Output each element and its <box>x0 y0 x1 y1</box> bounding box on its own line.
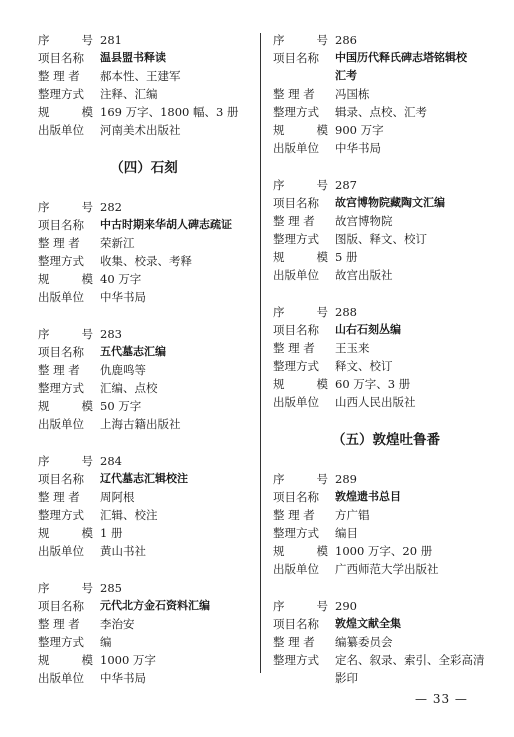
label-method: 整理方式 <box>273 653 319 667</box>
entry-method: 收集、校录、考释 <box>100 254 192 268</box>
entry-title: 故宫博物院藏陶文汇编 <box>335 196 445 209</box>
entry-method: 注释、汇编 <box>100 87 158 101</box>
label-method: 整理方式 <box>38 254 84 268</box>
entry-editor: 故宫博物院 <box>335 214 393 228</box>
entry-scale: 60 万字、3 册 <box>335 377 411 391</box>
entry-editor: 编纂委员会 <box>335 635 393 649</box>
right-column <box>273 31 499 706</box>
label-name: 项目名称 <box>273 323 319 337</box>
entry-title: 山右石刻丛编 <box>335 323 401 336</box>
entry-287 <box>273 176 499 284</box>
label-publisher: 出版单位 <box>273 141 319 155</box>
entry-number: 288 <box>335 305 357 319</box>
label-scale: 规 模 <box>273 123 328 137</box>
label-method: 整理方式 <box>273 526 319 540</box>
entry-283 <box>38 325 250 433</box>
label-scale: 规 模 <box>273 250 328 264</box>
entry-method: 定名、叙录、索引、全彩高清 <box>335 653 485 667</box>
entry-editor: 李治安 <box>100 617 135 631</box>
entry-method: 汇辑、校注 <box>100 508 158 522</box>
label-editor: 整 理 者 <box>38 236 80 250</box>
section-heading-stone-inscriptions: （四）石刻 <box>110 160 178 176</box>
entry-number: 287 <box>335 178 357 192</box>
entry-title: 五代墓志汇编 <box>100 345 166 358</box>
entry-scale: 900 万字 <box>335 123 384 137</box>
label-publisher: 出版单位 <box>38 544 84 558</box>
entry-scale: 40 万字 <box>100 272 142 286</box>
label-number: 序 号 <box>273 305 328 319</box>
entry-scale: 169 万字、1800 幅、3 册 <box>100 105 239 119</box>
label-method: 整理方式 <box>38 635 84 649</box>
entry-284 <box>38 452 250 560</box>
label-scale: 规 模 <box>273 377 328 391</box>
label-publisher: 出版单位 <box>273 395 319 409</box>
label-number: 序 号 <box>273 472 328 486</box>
label-name: 项目名称 <box>273 617 319 631</box>
label-method: 整理方式 <box>273 232 319 246</box>
entry-285 <box>38 579 250 687</box>
label-name: 项目名称 <box>38 599 84 613</box>
entry-281 <box>38 31 250 139</box>
label-editor: 整 理 者 <box>273 635 315 649</box>
label-publisher: 出版单位 <box>273 562 319 576</box>
entry-method: 释文、校订 <box>335 359 393 373</box>
entry-number: 283 <box>100 327 122 341</box>
label-number: 序 号 <box>38 33 93 47</box>
label-editor: 整 理 者 <box>38 363 80 377</box>
label-scale: 规 模 <box>38 272 93 286</box>
entry-title: 辽代墓志汇辑校注 <box>100 472 188 485</box>
entry-title: 元代北方金石资料汇编 <box>100 599 210 612</box>
label-name: 项目名称 <box>273 196 319 210</box>
entry-number: 285 <box>100 581 122 595</box>
label-name: 项目名称 <box>38 472 84 486</box>
label-editor: 整 理 者 <box>38 490 80 504</box>
label-scale: 规 模 <box>38 653 93 667</box>
entry-editor: 荣新江 <box>100 236 135 250</box>
entry-publisher: 黄山书社 <box>100 544 146 558</box>
label-publisher: 出版单位 <box>38 123 84 137</box>
entry-publisher: 中华书局 <box>335 141 381 155</box>
entry-publisher: 山西人民出版社 <box>335 395 416 409</box>
entry-method: 辑录、点校、汇考 <box>335 105 427 119</box>
entry-title: 中古时期来华胡人碑志疏证 <box>100 218 232 231</box>
entry-publisher: 河南美术出版社 <box>100 123 181 137</box>
label-method: 整理方式 <box>38 87 84 101</box>
entry-editor: 王玉来 <box>335 341 370 355</box>
label-editor: 整 理 者 <box>273 508 315 522</box>
label-publisher: 出版单位 <box>38 671 84 685</box>
label-method: 整理方式 <box>273 105 319 119</box>
entry-title: 温县盟书释读 <box>100 51 166 64</box>
label-editor: 整 理 者 <box>273 341 315 355</box>
label-publisher: 出版单位 <box>38 290 84 304</box>
label-name: 项目名称 <box>273 51 319 65</box>
entry-title: 敦煌文献全集 <box>335 617 401 630</box>
entry-method-continued: 影印 <box>335 671 358 685</box>
column-divider <box>260 33 261 673</box>
label-publisher: 出版单位 <box>273 268 319 282</box>
entry-publisher: 广西师范大学出版社 <box>335 562 439 576</box>
entry-editor: 方广锠 <box>335 508 370 522</box>
entry-scale: 5 册 <box>335 250 358 264</box>
entry-publisher: 中华书局 <box>100 671 146 685</box>
label-editor: 整 理 者 <box>273 214 315 228</box>
label-scale: 规 模 <box>38 399 93 413</box>
entry-method: 编 <box>100 635 112 649</box>
label-name: 项目名称 <box>273 490 319 504</box>
label-scale: 规 模 <box>38 526 93 540</box>
label-number: 序 号 <box>38 454 93 468</box>
label-scale: 规 模 <box>38 105 93 119</box>
label-editor: 整 理 者 <box>38 617 80 631</box>
entry-method: 图版、释文、校订 <box>335 232 427 246</box>
label-name: 项目名称 <box>38 218 84 232</box>
entry-editor: 冯国栋 <box>335 87 370 101</box>
entry-282 <box>38 198 250 306</box>
label-publisher: 出版单位 <box>38 417 84 431</box>
label-name: 项目名称 <box>38 51 84 65</box>
entry-number: 282 <box>100 200 122 214</box>
label-number: 序 号 <box>273 599 328 613</box>
entry-method: 编目 <box>335 526 358 540</box>
entry-number: 289 <box>335 472 357 486</box>
entry-scale: 50 万字 <box>100 399 142 413</box>
entry-number: 284 <box>100 454 122 468</box>
entry-288 <box>273 303 499 411</box>
label-number: 序 号 <box>273 33 328 47</box>
entry-title: 敦煌遗书总目 <box>335 490 401 503</box>
label-editor: 整 理 者 <box>38 69 80 83</box>
label-name: 项目名称 <box>38 345 84 359</box>
left-column <box>38 31 250 706</box>
entry-290 <box>273 597 499 687</box>
entry-number: 281 <box>100 33 122 47</box>
entry-method: 汇编、点校 <box>100 381 158 395</box>
label-method: 整理方式 <box>38 381 84 395</box>
section-heading-dunhuang-turpan: （五）敦煌吐鲁番 <box>332 432 440 448</box>
label-number: 序 号 <box>38 581 93 595</box>
entry-publisher: 故宫出版社 <box>335 268 393 282</box>
entry-scale: 1 册 <box>100 526 123 540</box>
entry-number: 286 <box>335 33 357 47</box>
label-scale: 规 模 <box>273 544 328 558</box>
entry-publisher: 中华书局 <box>100 290 146 304</box>
label-editor: 整 理 者 <box>273 87 315 101</box>
entry-editor: 周阿根 <box>100 490 135 504</box>
label-number: 序 号 <box>38 327 93 341</box>
entry-editor: 郝本性、王建军 <box>100 69 181 83</box>
entry-title: 中国历代释氏碑志塔铭辑校 <box>335 51 467 64</box>
label-number: 序 号 <box>273 178 328 192</box>
label-method: 整理方式 <box>273 359 319 373</box>
entry-number: 290 <box>335 599 357 613</box>
entry-scale: 1000 万字 <box>100 653 156 667</box>
entry-publisher: 上海古籍出版社 <box>100 417 181 431</box>
entry-289 <box>273 470 499 578</box>
entry-title-continued: 汇考 <box>335 69 357 82</box>
entry-286 <box>273 31 499 157</box>
label-method: 整理方式 <box>38 508 84 522</box>
label-number: 序 号 <box>38 200 93 214</box>
entry-editor: 仇鹿鸣等 <box>100 363 146 377</box>
entry-scale: 1000 万字、20 册 <box>335 544 433 558</box>
page-number: — 33 — <box>415 692 468 706</box>
